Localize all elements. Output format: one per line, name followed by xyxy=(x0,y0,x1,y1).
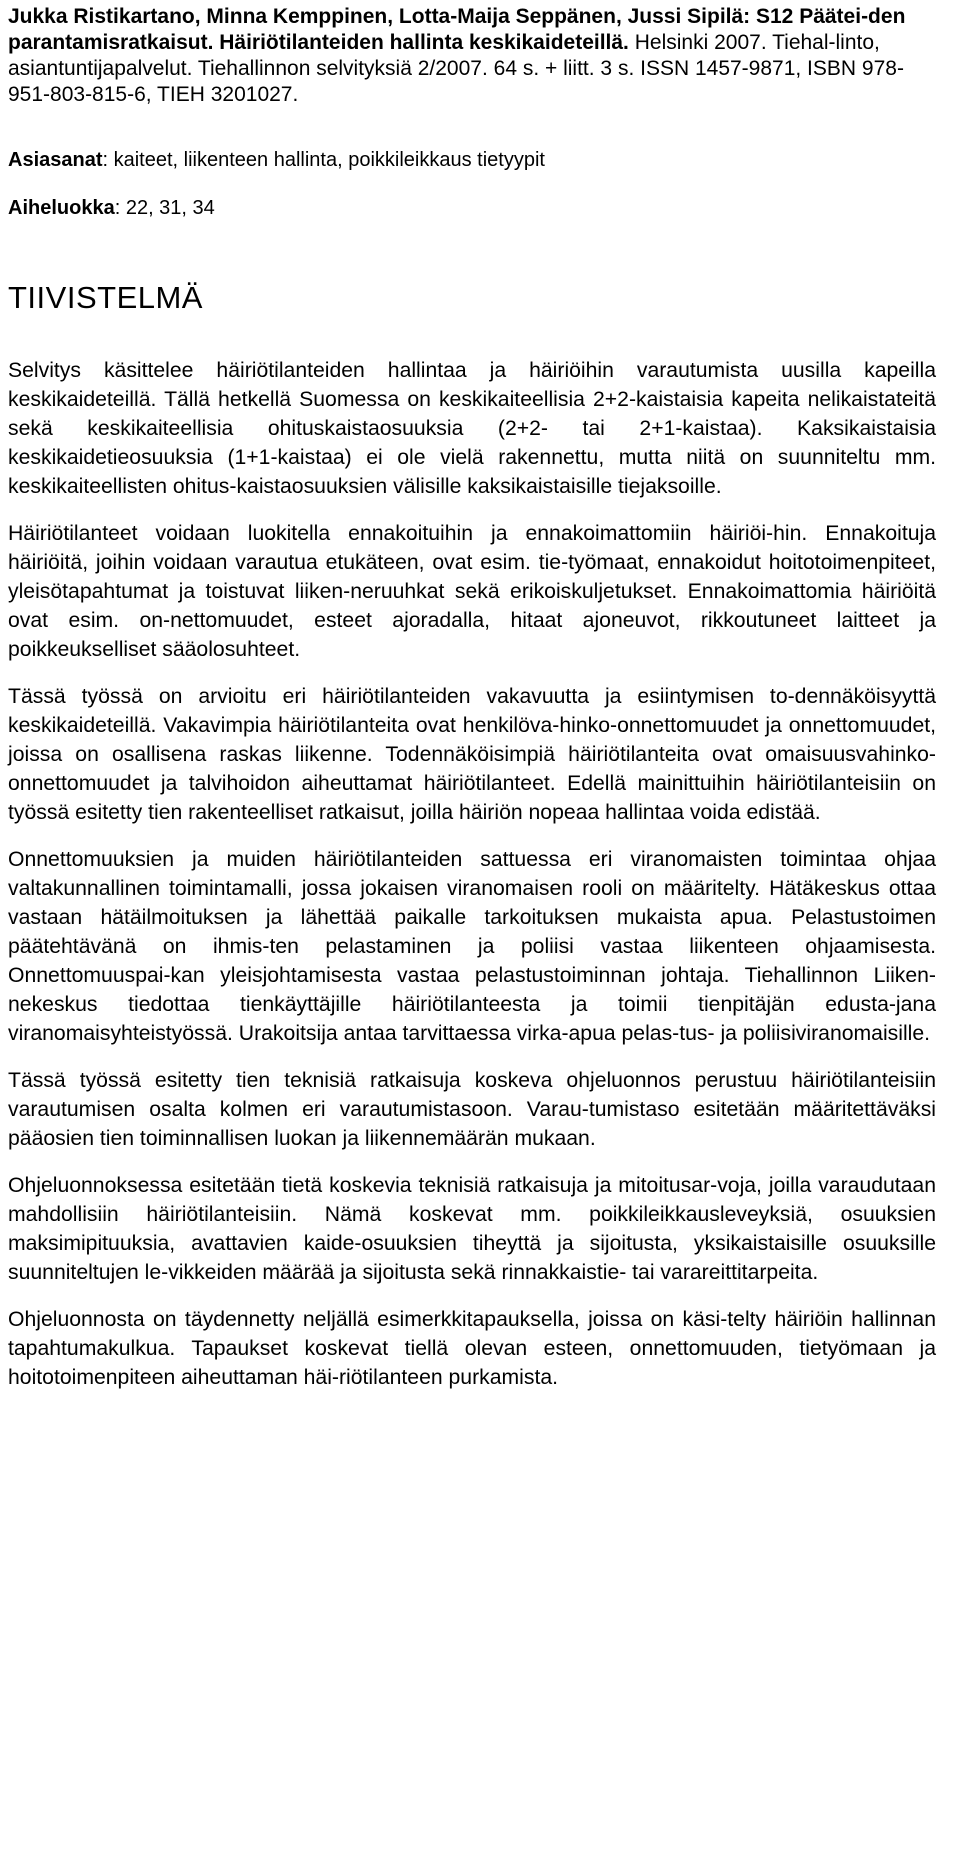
citation-publication-details: Helsinki 2007. Tiehal-linto, asiantuntijapalvelut. Tiehallinnon selvityksiä 2/2007. 64 s. + liitt. 3 s. ISSN 1457-9871, ISBN 978-951-803-815-6, TIEH 3201027. xyxy=(8,31,904,106)
abstract-paragraph: Ohjeluonnosta on täydennetty neljällä esimerkkitapauksella, joissa on käsi-telty häiriöin hallinnan tapahtumakulkua. Tapaukset koskevat tiellä olevan esteen, onnettomuuden, tietyömaan ja hoitotoimenpiteen aiheuttaman häi-riötilanteen purkamista. xyxy=(8,1308,936,1389)
category-value: : 22, 31, 34 xyxy=(114,197,215,219)
abstract-body xyxy=(8,356,936,1392)
keywords-value: : kaiteet, liikenteen hallinta, poikkileikkaus tietyypit xyxy=(102,149,545,171)
category-label: Aiheluokka xyxy=(8,197,115,219)
abstract-paragraph: Onnettomuuksien ja muiden häiriötilanteiden sattuessa eri viranomaisten toimintaa ohjaa valtakunnallinen toimintamalli, jossa jokaisen viranomaisen rooli on määritelty. Hätäkeskus ottaa vastaan hätäilmoituksen ja lähettää paikalle tarkoituksen mukaista apua. Pelastustoimen päätehtävänä on ihmis-ten pelastaminen ja poliisi vastaa liikenteen ohjaamisesta. Onnettomuuspai-kan yleisjohtamisesta vastaa pelastustoiminnan johtaja. Tiehallinnon Liiken-nekeskus tiedottaa tienkäyttäjille häiriötilanteesta ja toimii tienpitäjän edusta-jana viranomaisyhteistyössä. Urakoitsija antaa tarvittaessa virka-apua pelas-tus- ja poliisiviranomaisille. xyxy=(8,848,936,1045)
abstract-paragraph: Tässä työssä esitetty tien teknisiä ratkaisuja koskeva ohjeluonnos perustuu häiriötilanteisiin varautumisen osalta kolmen eri varautumistasoon. Varau-tumistaso esitetään määritettäväksi pääosien tien toiminnallisen luokan ja liikennemäärän mukaan. xyxy=(8,1069,936,1150)
abstract-paragraph: Tässä työssä on arvioitu eri häiriötilanteiden vakavuutta ja esiintymisen to-dennäköisyyttä keskikaideteillä. Vakavimpia häiriötilanteita ovat henkilöva-hinko-onnettomuudet ja onnettomuudet, joissa on osallisena raskas liikenne. Todennäköisimpiä häiriötilanteita ovat omaisuusvahinko-onnettomuudet ja talvihoidon aiheuttamat häiriötilanteet. Edellä mainittuihin häiriötilanteisiin on työssä esitetty tien rakenteelliset ratkaisut, joilla häiriön nopeaa hallintaa voida edistää. xyxy=(8,685,936,824)
bibliographic-citation xyxy=(8,4,936,108)
abstract-title: TIIVISTELMÄ xyxy=(8,280,203,315)
keywords-line xyxy=(8,148,936,172)
keywords-label: Asiasanat xyxy=(8,149,103,171)
category-line xyxy=(8,196,936,220)
abstract-paragraph: Ohjeluonnoksessa esitetään tietä koskevia teknisiä ratkaisuja ja mitoitusar-voja, joilla varaudutaan mahdollisiin häiriötilanteisiin. Nämä koskevat mm. poikkileikkausleveyksiä, osuuksien maksimipituuksia, avattavien kaide-osuuksien tiheyttä ja sijoitusta, yksikaistaisille osuuksille suunniteltujen le-vikkeiden määrää ja sijoitusta sekä rinnakkaistie- tai varareittitarpeita. xyxy=(8,1174,936,1284)
abstract-paragraph: Häiriötilanteet voidaan luokitella ennakoituihin ja ennakoimattomiin häiriöi-hin. Ennakoituja häiriöitä, joihin voidaan varautua etukäteen, ovat esim. tie-työmaat, ennakoidut hoitotoimenpiteet, yleisötapahtumat ja toistuvat liiken-neruuhkat sekä erikoiskuljetukset. Ennakoimattomia häiriöitä ovat esim. on-nettomuudet, esteet ajoradalla, hitaat ajoneuvot, rikkoutuneet laitteet ja poikkeukselliset sääolosuhteet. xyxy=(8,522,936,661)
abstract-paragraph: Selvitys käsittelee häiriötilanteiden hallintaa ja häiriöihin varautumista uusilla kapeilla keskikaideteillä. Tällä hetkellä Suomessa on keskikaiteellisia 2+2-kaistaisia kapeita nelikaistateitä sekä keskikaiteellisia ohituskaistaosuuksia (2+2- tai 2+1-kaistaa). Kaksikaistaisia keskikaidetieosuuksia (1+1-kaistaa) ei ole vielä rakennettu, mutta niitä on suunniteltu mm. keskikaiteellisten ohitus-kaistaosuuksien välisille kaksikaistaisille tiejaksoille. xyxy=(8,359,936,498)
citation-authors-title: Jukka Ristikartano, Minna Kemppinen, Lotta-Maija Seppänen, Jussi Sipilä: S12 Päätei-den parantamisratkaisut. Häiriötilanteiden hallinta keskikaideteillä. xyxy=(8,5,906,54)
